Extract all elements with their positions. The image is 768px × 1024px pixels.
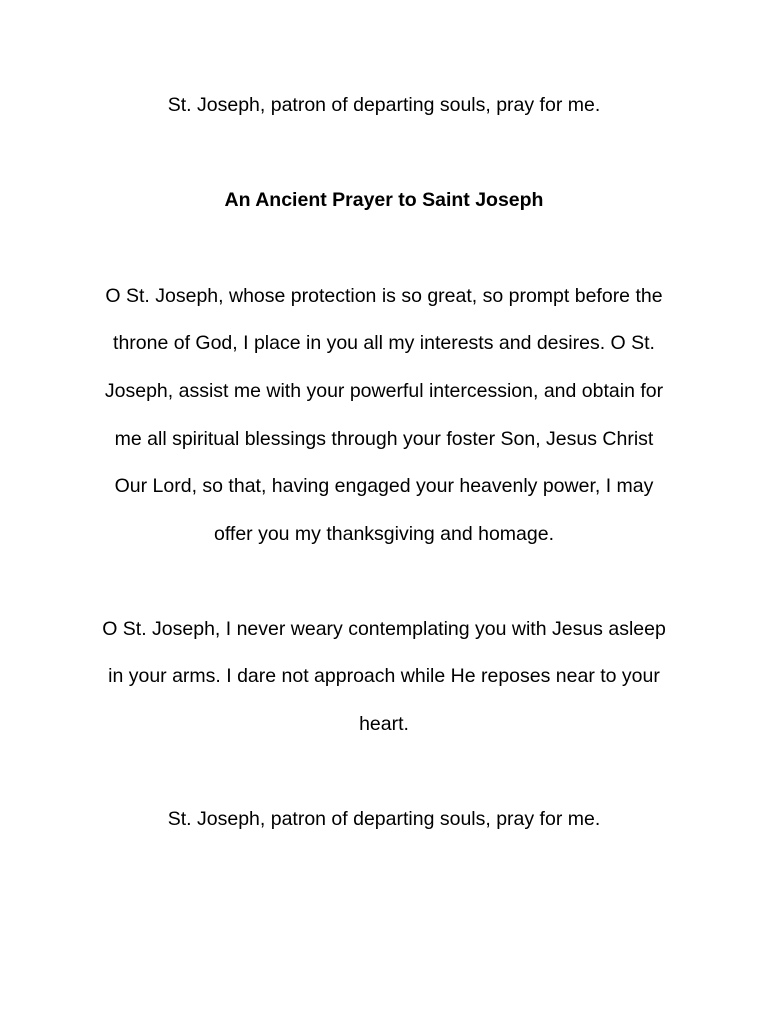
paragraph-line: me all spiritual blessings through your foster Son, Jesus Christ [114, 428, 654, 450]
paragraph-line: Joseph, assist me with your powerful intercession, and obtain for [104, 380, 664, 402]
paragraph-line: Our Lord, so that, having engaged your heavenly power, I may [114, 475, 654, 497]
closing-invocation: St. Joseph, patron of departing souls, pray for me. [167, 808, 601, 830]
paragraph-line: O St. Joseph, whose protection is so great, so prompt before the [105, 285, 663, 307]
paragraph-line: heart. [359, 713, 409, 735]
opening-invocation: St. Joseph, patron of departing souls, pray for me. [167, 94, 601, 116]
paragraph-line: throne of God, I place in you all my interests and desires. O St. [113, 332, 655, 354]
paragraph-line: in your arms. I dare not approach while He reposes near to your [108, 665, 660, 687]
prayer-title: An Ancient Prayer to Saint Joseph [224, 189, 544, 211]
paragraph-line: O St. Joseph, I never weary contemplating you with Jesus asleep [102, 618, 666, 640]
paragraph-line: offer you my thanksgiving and homage. [213, 523, 554, 545]
